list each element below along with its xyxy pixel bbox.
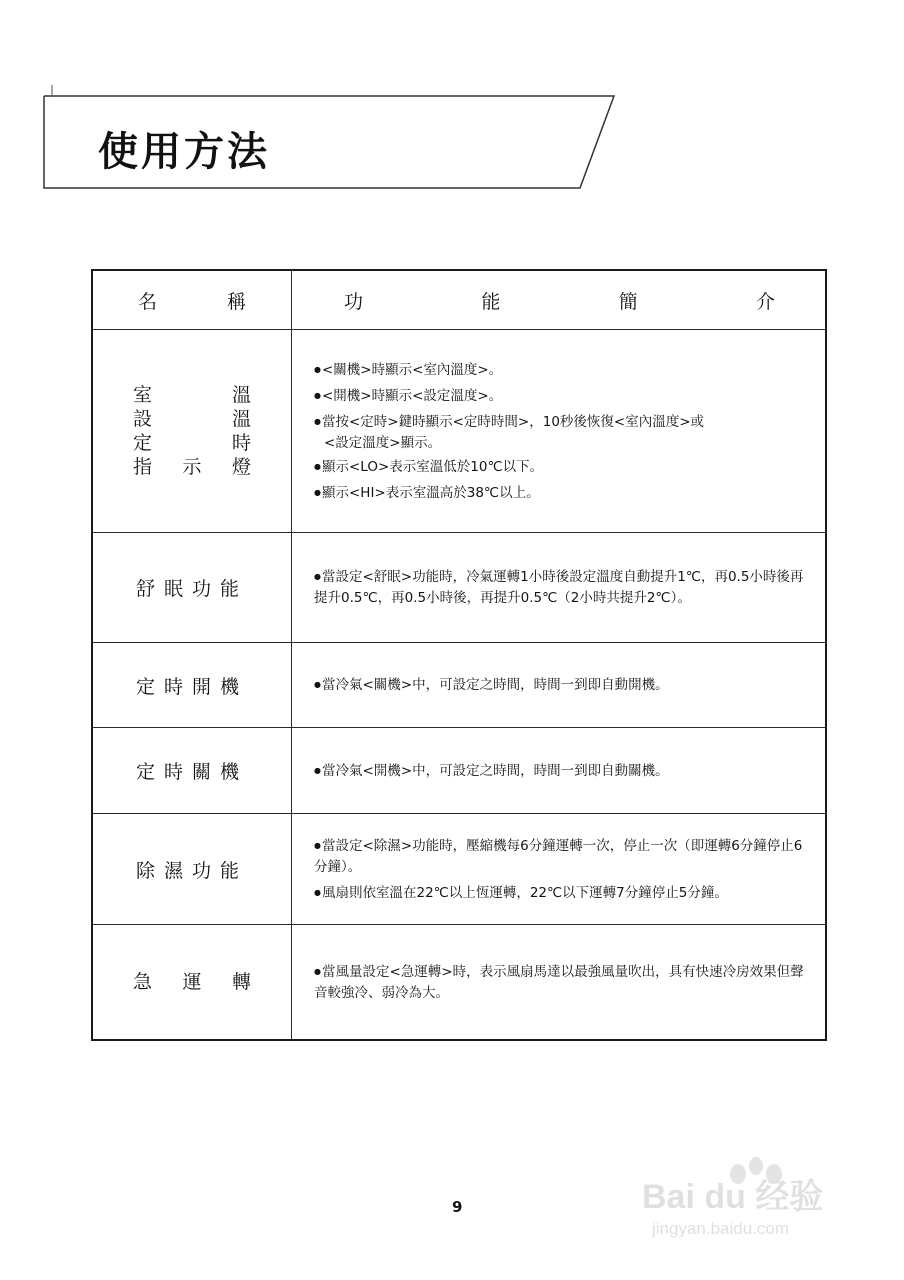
table-row-sleep	[93, 532, 825, 642]
name-char: 燈	[231, 456, 251, 478]
name-line	[133, 407, 251, 431]
watermark-url: jingyan.baidu.com	[652, 1219, 790, 1238]
row-name: 定時開機	[135, 675, 248, 698]
desc-bullet: ● 風扇則依室溫在22℃以上恆運轉，22℃以下運轉7分鐘停止5分鐘。	[314, 882, 809, 904]
row-desc-cell	[292, 925, 825, 1039]
desc-bullet: ● <開機>時顯示<設定溫度>。	[314, 385, 809, 407]
header-name-cell	[93, 271, 292, 329]
name-line	[133, 455, 251, 479]
table-row-turbo	[93, 924, 825, 1039]
desc-bullet: ● 當風量設定<急運轉>時，表示風扇馬達以最強風量吹出，具有快速冷房效果但聲音較強冷、弱冷為大。	[314, 961, 809, 1004]
title-frame	[0, 0, 904, 220]
table-row-dehumidify	[93, 813, 825, 924]
row-name-cell	[93, 643, 292, 727]
row-name: 除濕功能	[135, 859, 248, 882]
name-char: 溫	[231, 384, 251, 406]
title-banner	[0, 0, 904, 220]
header-name-char: 名	[138, 290, 158, 313]
name-char: 時	[231, 432, 251, 454]
desc-bullet: ● 當設定<舒眠>功能時，冷氣運轉1小時後設定溫度自動提升1℃，再0.5小時後再提升0.5℃，再0.5小時後，再提升0.5℃（2小時共提升2℃）。	[314, 566, 809, 609]
desc-bullet: ● 顯示<HI>表示室溫高於38℃以上。	[314, 482, 809, 504]
table-header	[93, 271, 825, 329]
desc-bullet: ● 顯示<LO>表示室溫低於10℃以下。	[314, 456, 809, 478]
name-char: 室	[133, 384, 153, 406]
baidu-watermark	[640, 1150, 880, 1240]
header-desc-char: 功	[344, 290, 364, 313]
row-name-cell	[93, 533, 292, 642]
row-name: 定時關機	[135, 761, 248, 783]
desc-continuation: <設定溫度>顯示。	[324, 434, 442, 451]
row-name-cell	[93, 330, 292, 532]
name-char: 指	[133, 456, 153, 478]
watermark-brand: Bai du 经验	[642, 1178, 824, 1216]
name-line	[133, 383, 251, 407]
header-name-char: 稱	[226, 290, 246, 313]
desc-bullet: ● <關機>時顯示<室內溫度>。	[314, 359, 809, 381]
name-line	[133, 970, 251, 994]
table-row-display	[93, 329, 825, 532]
name-char: 轉	[231, 971, 251, 993]
desc-bullet: ● 當冷氣<關機>中，可設定之時間，時間一到即自動開機。	[314, 674, 809, 696]
function-table	[91, 269, 827, 1041]
row-name-cell	[93, 925, 292, 1039]
name-char: 定	[133, 432, 153, 454]
name-char: 急	[133, 971, 153, 993]
row-name-cell	[93, 728, 292, 813]
desc-bullet: ● 當設定<除濕>功能時，壓縮機每6分鐘運轉一次，停止一次（即運轉6分鐘停止6分鐘）。	[314, 835, 809, 878]
table-row-timer-on	[93, 642, 825, 727]
name-char: 運	[182, 971, 202, 993]
header-desc-char: 能	[481, 290, 501, 313]
desc-bullet: ● 當冷氣<開機>中，可設定之時間，時間一到即自動關機。	[314, 760, 809, 782]
table-row-timer-off	[93, 727, 825, 813]
header-desc-char: 簡	[618, 290, 638, 313]
row-name-cell	[93, 814, 292, 924]
header-desc-cell	[292, 271, 825, 329]
name-char: 溫	[231, 408, 251, 430]
row-desc-cell	[292, 330, 825, 532]
row-desc-cell	[292, 643, 825, 727]
row-desc-cell	[292, 814, 825, 924]
name-char: 設	[133, 408, 153, 430]
row-name: 舒眠功能	[135, 578, 248, 600]
page-title: 使用方法	[98, 129, 270, 175]
name-line	[133, 431, 251, 455]
header-desc-char: 介	[755, 290, 775, 313]
name-char: 示	[182, 456, 202, 478]
row-desc-cell	[292, 728, 825, 813]
desc-bullet: ● 當按<定時>鍵時顯示<定時時間>，10秒後恢復<室內溫度>或	[314, 411, 809, 433]
row-desc-cell	[292, 533, 825, 642]
page-number: 9	[452, 1198, 463, 1216]
